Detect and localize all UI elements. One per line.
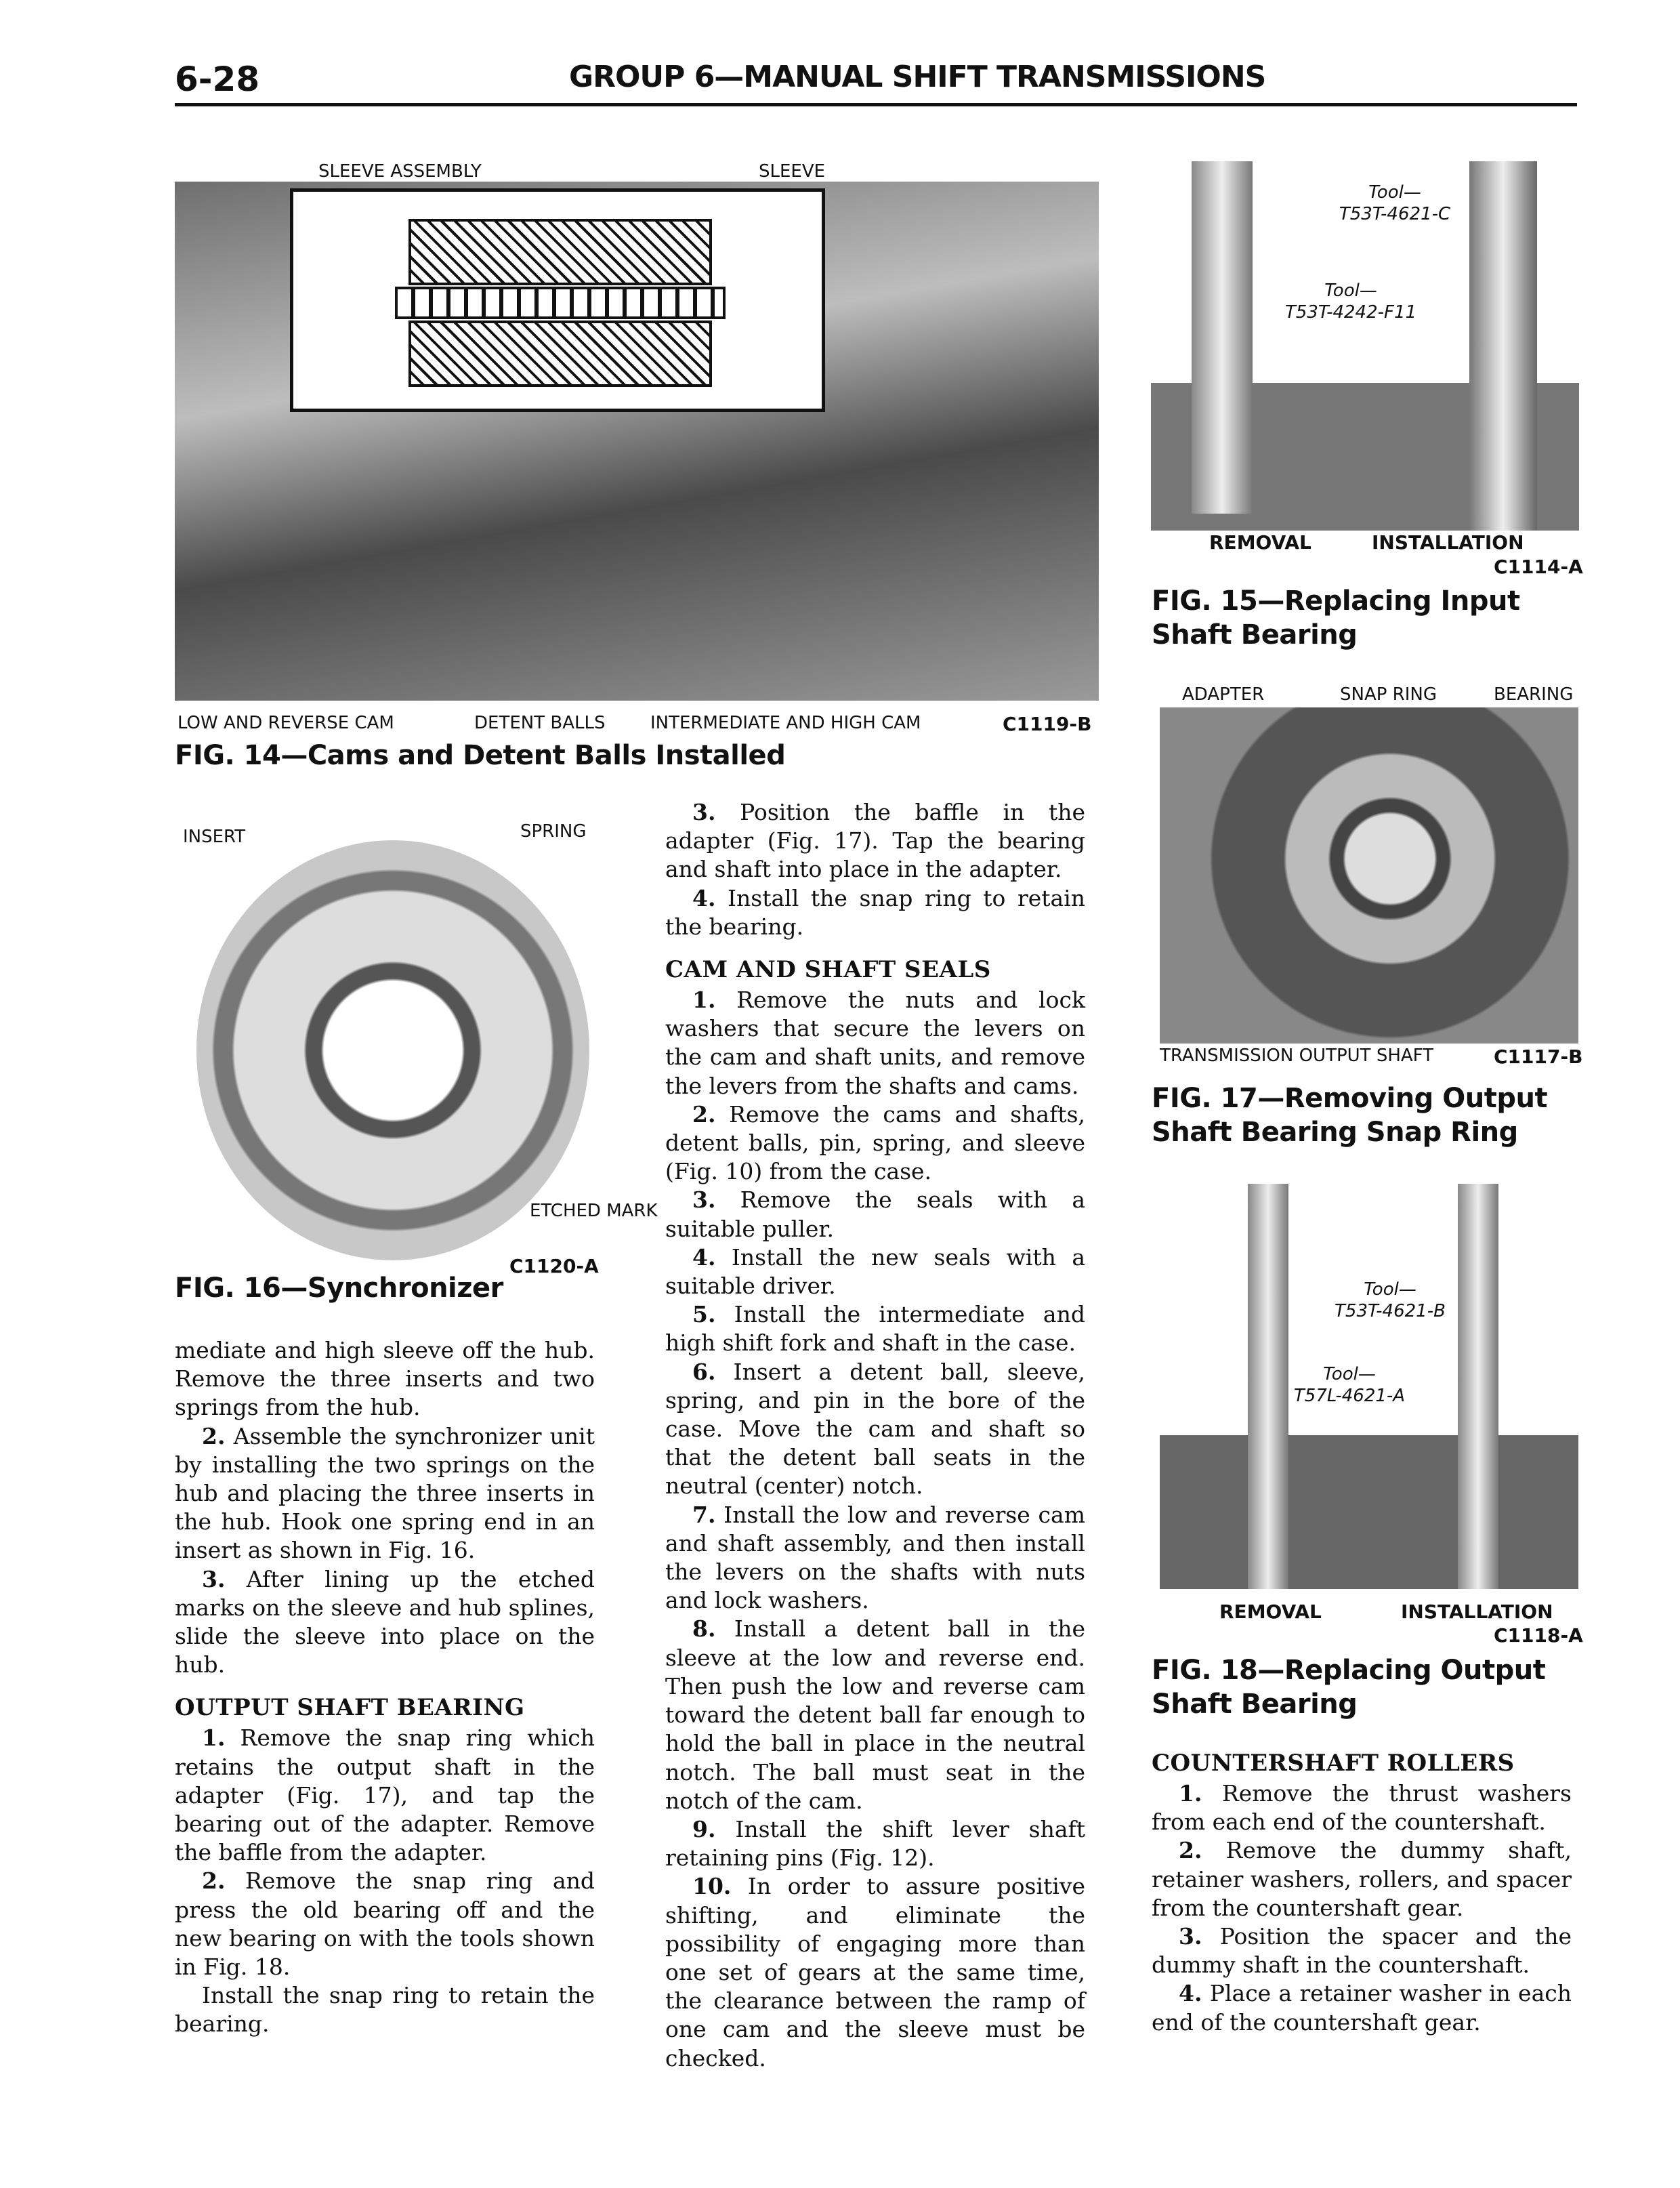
step-number: 2. [692, 1100, 716, 1128]
fig16-caption: FIG. 16—Synchronizer [175, 1273, 503, 1304]
paragraph: Install the snap ring to retain the bearing. [175, 1982, 595, 2038]
fig15-tool2-line1: Tool— [1324, 281, 1377, 301]
fig15-label-removal: REMOVAL [1209, 531, 1311, 554]
fig15-caption: FIG. 15—Replacing Input Shaft Bearing [1152, 585, 1520, 651]
step-text: Remove the thrust washers from each end of the countershaft. [1152, 1780, 1572, 1836]
step-text: Remove the nuts and lock washers that secure the levers on the cam and shaft units, and remove the levers from the shafts and cams. [665, 987, 1085, 1099]
fig15-label-installation: INSTALLATION [1372, 531, 1524, 554]
fig16-label-spring: SPRING [520, 821, 587, 842]
paragraph [665, 884, 1085, 941]
page-number: 6-28 [175, 60, 260, 99]
step-paragraph [1152, 1922, 1572, 1979]
step-text: Remove the seals with a suitable puller. [665, 1186, 1085, 1242]
step-number: 8. [692, 1615, 716, 1643]
fig14-sleeve-balls [395, 287, 726, 319]
step-number: 1. [1179, 1780, 1202, 1807]
step-number: 4. [692, 1243, 716, 1271]
fig18-caption: FIG. 18—Replacing Output Shaft Bearing [1152, 1655, 1546, 1720]
step-number: 3. [1179, 1923, 1202, 1950]
step-text: Install the low and reverse cam and shaft assembly, and then install the levers on the shafts with nuts and lock washers. [665, 1501, 1085, 1614]
step-number: 9. [692, 1815, 716, 1842]
fig17-photo-snap-ring-removal [1160, 707, 1578, 1044]
fig14-label-detent-balls: DETENT BALLS [474, 713, 606, 733]
fig17-label-output-shaft: TRANSMISSION OUTPUT SHAFT [1160, 1046, 1434, 1066]
fig18-tool-label-2 [1275, 1363, 1424, 1407]
step-text: Assemble the synchronizer unit by installing the two springs on the hub and placing the three inserts in the hub. Hook one spring end in an insert as shown in Fig. 16. [175, 1422, 595, 1564]
step-text: Install a detent ball in the sleeve at the low and reverse end. Then push the low and reverse cam toward the detent ball far enough to hold the ball in place in the neutral notch. The ball must seat in the notch of the cam. [665, 1615, 1085, 1814]
fig17-label-snap-ring: SNAP RING [1340, 684, 1437, 705]
step-number: 3. [202, 1565, 226, 1592]
fig14-label-sleeve: SLEEVE [759, 161, 826, 182]
fig16-label-insert: INSERT [183, 827, 246, 847]
step-paragraph [1152, 1979, 1572, 2036]
step-text: Position the spacer and the dummy shaft in the countershaft. [1152, 1923, 1572, 1979]
fig14-label-intermediate-high-cam: INTERMEDIATE AND HIGH CAM [650, 713, 921, 733]
fig17-label-bearing: BEARING [1494, 684, 1574, 705]
fig18-tool1-line1: Tool— [1364, 1279, 1416, 1300]
step-text: After lining up the etched marks on the sleeve and hub splines, slide the sleeve into place on the hub. [175, 1565, 595, 1678]
step-paragraph [1152, 1836, 1572, 1922]
fig18-installation-shaft [1458, 1184, 1498, 1589]
fig17-label-adapter: ADAPTER [1182, 684, 1265, 705]
fig18-label-installation: INSTALLATION [1401, 1601, 1553, 1623]
step-text: Place a retainer washer in each end of the countershaft gear. [1152, 1980, 1572, 2036]
step-text: Remove the snap ring which retains the output shaft in the adapter (Fig. 17), and tap the bearing out of the adapter. Remove the baffle from the adapter. [175, 1725, 595, 1866]
fig15-tool-label-2 [1266, 280, 1435, 323]
step-paragraph [665, 1815, 1085, 1872]
step-number: 5. [692, 1301, 716, 1328]
fig18-tool1-line2: T53T-4621-B [1335, 1301, 1446, 1321]
fig18-tool-label-1 [1316, 1279, 1465, 1322]
step-text: Position the baffle in the adapter (Fig. 17). Tap the bearing and shaft into place in the adapter. [665, 799, 1085, 883]
fig14-sleeve-inset-diagram [290, 188, 825, 412]
paragraph [175, 1422, 595, 1565]
step-paragraph [665, 1243, 1085, 1300]
fig15-tool2-line2: T53T-4242-F11 [1284, 302, 1417, 323]
paragraph [175, 1565, 595, 1680]
fig18-tool2-line1: Tool— [1323, 1364, 1376, 1384]
step-number: 2. [202, 1422, 226, 1449]
fig14-photo-cams-detent-balls [175, 182, 1099, 701]
fig17-caption: FIG. 17—Removing Output Shaft Bearing Snap Ring [1152, 1083, 1548, 1148]
fig18-tool2-line2: T57L-4621-A [1293, 1386, 1406, 1406]
step-text: Insert a detent ball, sleeve, spring, and pin in the bore of the case. Move the cam and shaft so that the detent ball seats in the neutral (center) notch. [665, 1358, 1085, 1500]
right-text-column [1152, 1735, 1572, 2037]
fig14-sleeve-hatch-bottom [408, 321, 712, 387]
step-paragraph [665, 1186, 1085, 1243]
step-text: Install the shift lever shaft retaining pins (Fig. 12). [665, 1815, 1085, 1872]
step-number: 7. [692, 1501, 716, 1528]
fig15-tool1-line1: Tool— [1368, 182, 1421, 203]
fig18-photo-output-shaft-bearing [1160, 1184, 1578, 1589]
fig18-label-removal: REMOVAL [1219, 1601, 1322, 1623]
step-number: 6. [692, 1358, 716, 1385]
step-text: Install the snap ring to retain the bearing. [665, 884, 1085, 940]
step-paragraph [665, 986, 1085, 1100]
fig17-code: C1117-B [1494, 1046, 1583, 1068]
fig14-code: C1119-B [1003, 713, 1092, 735]
step-text: Remove the snap ring and press the old bearing off and the new bearing on with the tools shown in Fig. 18. [175, 1867, 595, 1981]
step-number: 3. [692, 799, 716, 825]
fig15-installation-shaft [1469, 161, 1537, 531]
fig18-code: C1118-A [1494, 1624, 1583, 1647]
step-text: Install the intermediate and high shift fork and shaft in the case. [665, 1301, 1085, 1357]
section-heading-countershaft-rollers: COUNTERSHAFT ROLLERS [1152, 1750, 1515, 1777]
step-paragraph [665, 1501, 1085, 1615]
header-rule [175, 103, 1577, 106]
step-number: 4. [692, 884, 716, 911]
paragraph: mediate and high sleeve off the hub. Remove the three inserts and two springs from the hub. [175, 1337, 595, 1421]
fig14-label-sleeve-assembly: SLEEVE ASSEMBLY [318, 161, 482, 182]
left-text-column [175, 1336, 595, 2039]
fig14-caption: FIG. 14—Cams and Detent Balls Installed [175, 740, 786, 771]
step-text: Remove the cams and shafts, detent balls, pin, spring, and sleeve (Fig. 10) from the case. [665, 1100, 1085, 1185]
step-text: Remove the dummy shaft, retainer washers, rollers, and spacer from the countershaft gear. [1152, 1837, 1572, 1921]
step-number: 3. [692, 1186, 716, 1214]
step-number: 2. [1179, 1837, 1202, 1864]
fig15-removal-shaft [1192, 161, 1253, 514]
step-paragraph [665, 1358, 1085, 1501]
fig16-synchronizer-illustration [196, 840, 589, 1260]
fig16-code: C1120-A [509, 1255, 599, 1277]
step-paragraph [665, 1872, 1085, 2072]
step-number: 10. [692, 1873, 732, 1900]
paragraph [665, 798, 1085, 884]
paragraph [175, 1867, 595, 1981]
section-heading-output-shaft-bearing: OUTPUT SHAFT BEARING [175, 1694, 525, 1722]
paragraph [175, 1724, 595, 1867]
step-number: 1. [692, 987, 716, 1014]
middle-text-column [665, 798, 1085, 2073]
fig15-tool-label-1 [1314, 182, 1476, 225]
page-header-title: GROUP 6—MANUAL SHIFT TRANSMISSIONS [569, 60, 1266, 94]
fig14-label-low-reverse-cam: LOW AND REVERSE CAM [177, 713, 394, 733]
step-text: In order to assure positive shifting, and eliminate the possibility of engaging more than one set of gears at the same time, the clearance between the ramp of one cam and the sleeve must be checked. [665, 1873, 1085, 2071]
step-number: 2. [202, 1867, 226, 1895]
step-paragraph [665, 1100, 1085, 1186]
step-paragraph [665, 1615, 1085, 1815]
section-heading-cam-shaft-seals: CAM AND SHAFT SEALS [665, 956, 991, 984]
step-paragraph [665, 1300, 1085, 1357]
step-text: Install the new seals with a suitable driver. [665, 1243, 1085, 1300]
fig15-tool1-line2: T53T-4621-C [1339, 204, 1451, 224]
fig15-photo-input-shaft-bearing [1151, 161, 1579, 531]
step-paragraph [1152, 1779, 1572, 1836]
fig16-label-etched-mark: ETCHED MARK [530, 1201, 658, 1221]
step-number: 4. [1179, 1980, 1202, 2007]
fig15-code: C1114-A [1494, 556, 1583, 578]
fig14-sleeve-hatch-top [408, 219, 712, 285]
step-number: 1. [202, 1725, 226, 1752]
